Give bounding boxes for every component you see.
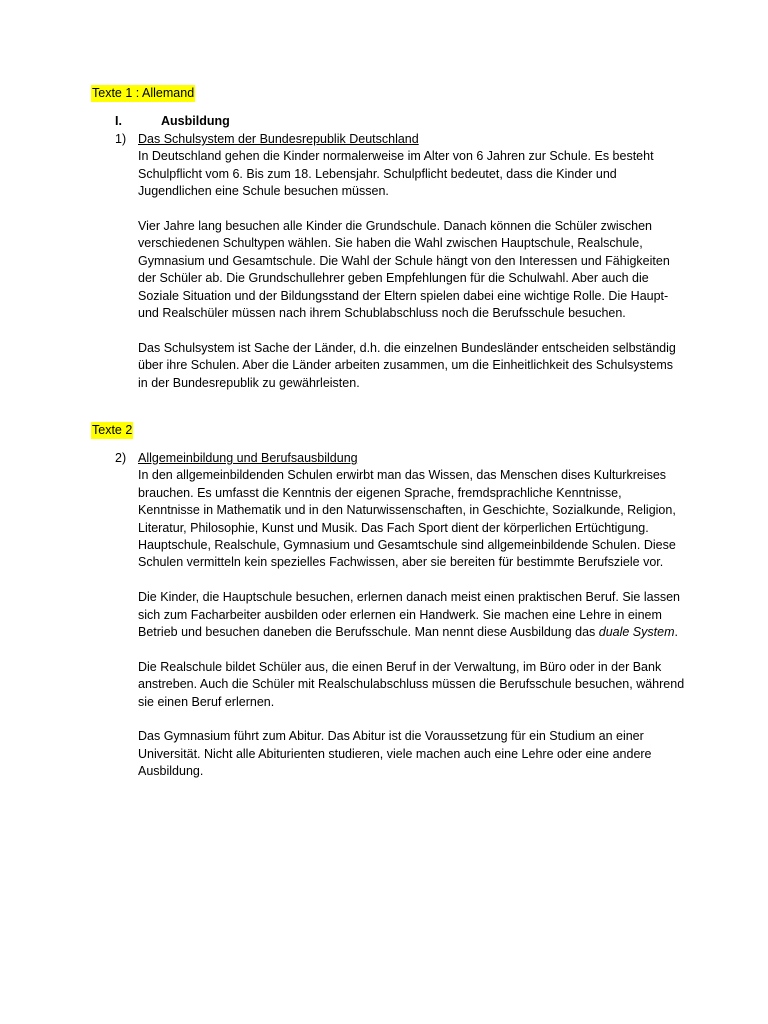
- section-number: 2): [115, 451, 127, 465]
- paragraph: Vier Jahre lang besuchen alle Kinder die Grundschule. Danach können die Schüler zwischen verschiedenen Schultypen wählen. Sie haben die Wahl zwischen Hauptschule, Realschule, Gymnasium und Gesamtschule. Die Wahl der Schule hängt von den Interessen und Fähigkeiten der Schüler ab. Die Grundschullehrer geben Empfehlungen für die Schulwahl. Aber auch die Soziale Situation und der Bildungsstand der Eltern spielen dabei eine wichtige Rolle. Die Haupt- und Realschüler müssen nach ihrem Schublabschluss noch die Berufsschule besuchen.: [138, 219, 670, 321]
- section-title: Allgemeinbildung und Berufsausbildung: [138, 451, 358, 465]
- heading-roman-numeral: I.: [115, 114, 122, 128]
- paragraph: In den allgemeinbildenden Schulen erwirbt man das Wissen, das Menschen dises Kulturkreises brauchen. Es umfasst die Kenntnis der eigenen Sprache, fremdsprachliche Kenntnisse, Kenntnisse in Mathematik und in den Naturwissenschaften, in Geschichte, Sozialkunde, Religion, Literatur, Philosophie, Kunst und Musik. Das Fach Sport dient der körperlichen Ertüchtigung. Hauptschule, Realschule, Gymnasium und Gesamtschule sind allgemeinbildende Schulen. Diese Schulen vermitteln kein spezielles Fachwissen, aber sie bereiten für bestimmte Berufsziele vor.: [138, 468, 676, 570]
- heading-title: Ausbildung: [161, 114, 230, 128]
- highlight-label-text2: Texte 2: [92, 423, 133, 437]
- section-allgemeinbildung: [115, 450, 685, 781]
- paragraph: Das Gymnasium führt zum Abitur. Das Abitur ist die Voraussetzung für ein Studium an einer Universität. Nicht alle Abiturienten studieren, viele machen auch eine Lehre oder eine andere Ausbildung.: [138, 729, 652, 779]
- section-title: Das Schulsystem der Bundesrepublik Deutschland: [138, 132, 419, 146]
- paragraph-text-end: .: [674, 625, 678, 640]
- paragraph: [138, 589, 685, 641]
- section-schulsystem: [115, 131, 685, 392]
- paragraph: Die Realschule bildet Schüler aus, die einen Beruf in der Verwaltung, im Büro oder in der Bank anstreben. Auch die Schüler mit Realschulabschluss müssen die Berufsschule besuchen, während sie einen Beruf erlernen.: [138, 659, 685, 709]
- paragraph-text: Die Kinder, die Hauptschule besuchen, erlernen danach meist einen praktischen Beruf. Sie lassen sich zum Facharbeiter ausbilden oder erlernen ein Handwerk. Sie machen eine Lehre in einem Betrieb und besuchen daneben die Berufsschule. Man nennt diese Ausbildung das: [138, 590, 680, 640]
- heading-ausbildung: [115, 113, 230, 130]
- section-number: 1): [115, 132, 127, 146]
- paragraph: In Deutschland gehen die Kinder normalerweise im Alter von 6 Jahren zur Schule. Es besteht Schulpflicht vom 6. Bis zum 18. Lebensjahr. Schulpflicht bedeutet, dass die Kinder und Jugendlichen eine Schule besuchen müssen.: [138, 149, 654, 199]
- section-body: [138, 450, 685, 781]
- paragraph-italic-term: duale System: [598, 625, 675, 640]
- paragraph: Das Schulsystem ist Sache der Länder, d.h. die einzelnen Bundesländer entscheiden selbständig über ihre Schulen. Aber die Länder arbeiten zusammen, um die Einheitlichkeit des Schulsystems in der Bundesrepublik zu gewährleisten.: [138, 340, 676, 390]
- section-body: [138, 131, 685, 392]
- highlight-label-text1: Texte 1 : Allemand: [92, 86, 195, 100]
